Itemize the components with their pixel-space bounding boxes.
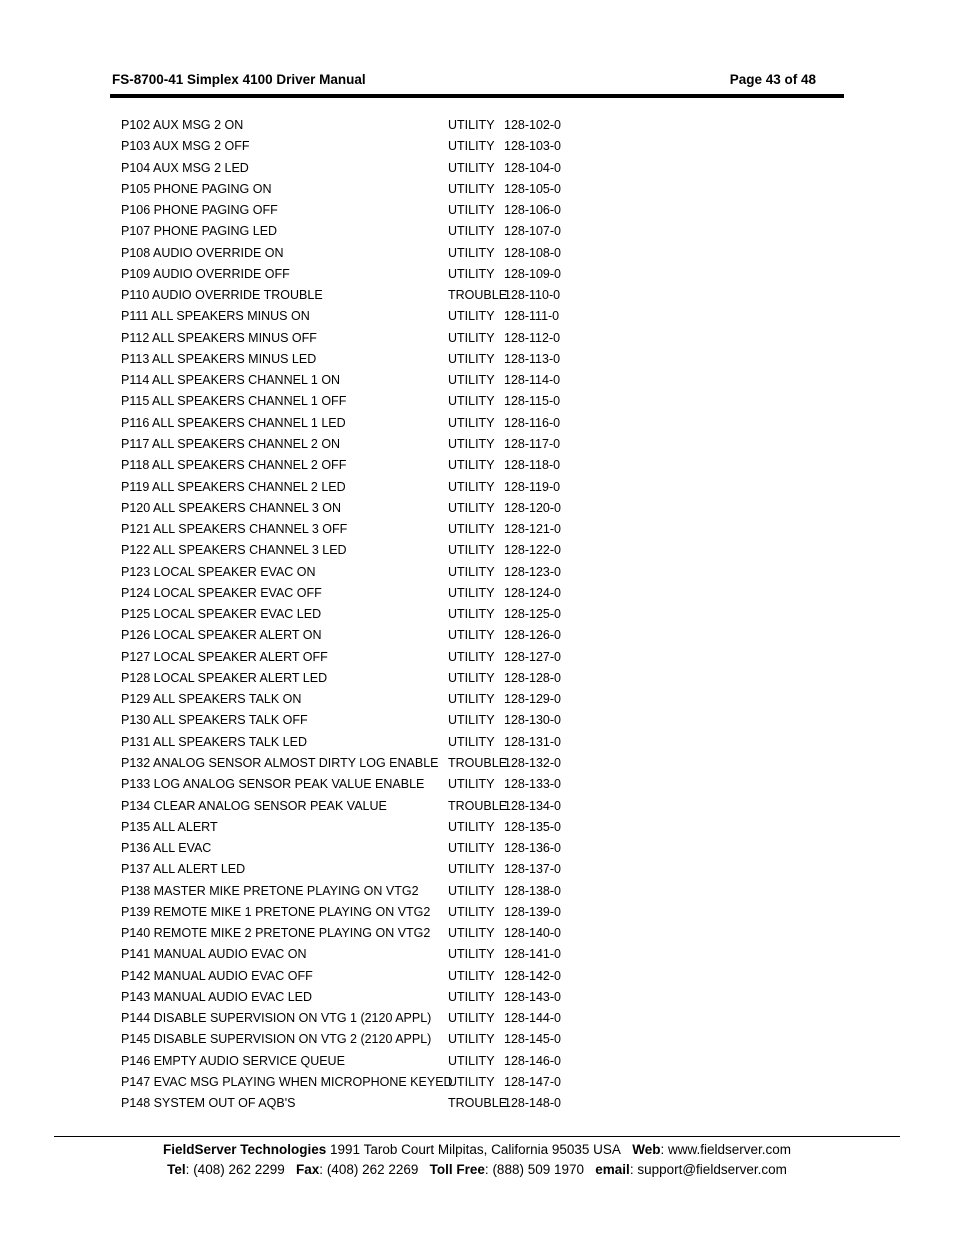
- table-row: [121, 306, 581, 327]
- footer-tollfree-value: (888) 509 1970: [492, 1161, 585, 1177]
- table-row: [121, 710, 581, 731]
- footer-address: 1991 Tarob Court Milpitas, California 95035 USA: [330, 1142, 621, 1157]
- table-row: [121, 923, 581, 944]
- point-address: 128-103-0: [504, 139, 561, 154]
- point-address: 128-109-0: [504, 266, 561, 281]
- point-type: UTILITY: [448, 564, 495, 579]
- table-row: [121, 434, 581, 455]
- point-description: P135 ALL ALERT: [121, 819, 218, 834]
- point-address: 128-131-0: [504, 734, 561, 749]
- point-description: P133 LOG ANALOG SENSOR PEAK VALUE ENABLE: [121, 777, 425, 792]
- point-description: P146 EMPTY AUDIO SERVICE QUEUE: [121, 1053, 345, 1068]
- page-header: [112, 72, 816, 92]
- footer-divider: [54, 1136, 900, 1137]
- table-row: [121, 583, 581, 604]
- point-type: UTILITY: [448, 203, 495, 218]
- table-row: [121, 881, 581, 902]
- footer-tel-label: Tel: [167, 1161, 186, 1177]
- point-type: UTILITY: [448, 436, 495, 451]
- point-type: UTILITY: [448, 351, 495, 366]
- table-row: [121, 647, 581, 668]
- point-description: P136 ALL EVAC: [121, 841, 212, 856]
- footer-web-link[interactable]: www.fieldserver.com: [668, 1142, 792, 1157]
- table-row: [121, 625, 581, 646]
- point-description: P124 LOCAL SPEAKER EVAC OFF: [121, 585, 322, 600]
- table-row: [121, 136, 581, 157]
- point-description: P118 ALL SPEAKERS CHANNEL 2 OFF: [121, 458, 347, 473]
- point-description: P138 MASTER MIKE PRETONE PLAYING ON VTG2: [121, 883, 419, 898]
- table-row: [121, 243, 581, 264]
- point-description: P139 REMOTE MIKE 1 PRETONE PLAYING ON VTG2: [121, 904, 431, 919]
- point-type: UTILITY: [448, 670, 495, 685]
- point-type: UTILITY: [448, 394, 495, 409]
- point-description: P137 ALL ALERT LED: [121, 862, 246, 877]
- point-address: 128-143-0: [504, 989, 561, 1004]
- point-type: UTILITY: [448, 500, 495, 515]
- point-description: P131 ALL SPEAKERS TALK LED: [121, 734, 307, 749]
- point-description: P134 CLEAR ANALOG SENSOR PEAK VALUE: [121, 798, 387, 813]
- point-type: UTILITY: [448, 373, 495, 388]
- table-row: [121, 689, 581, 710]
- table-row: [121, 115, 581, 136]
- point-address: 128-116-0: [504, 415, 561, 430]
- point-type: UTILITY: [448, 649, 495, 664]
- point-address: 128-113-0: [504, 351, 561, 366]
- point-address: 128-111-0: [504, 309, 560, 324]
- point-type: UTILITY: [448, 160, 495, 175]
- point-description: P106 PHONE PAGING OFF: [121, 203, 278, 218]
- point-type: UTILITY: [448, 819, 495, 834]
- point-address: 128-147-0: [504, 1074, 561, 1089]
- footer-tel-value: (408) 262 2299: [193, 1161, 285, 1177]
- table-row: [121, 285, 581, 306]
- point-type: UTILITY: [448, 734, 495, 749]
- table-row: [121, 179, 581, 200]
- table-row: [121, 817, 581, 838]
- point-address: 128-132-0: [504, 755, 561, 770]
- table-row: [121, 796, 581, 817]
- point-address: 128-124-0: [504, 585, 561, 600]
- table-row: [121, 1008, 581, 1029]
- footer-web-label: Web: [632, 1142, 661, 1157]
- table-row: [121, 1051, 581, 1072]
- table-row: [121, 391, 581, 412]
- table-row: [121, 540, 581, 561]
- point-type: UTILITY: [448, 904, 495, 919]
- table-row: [121, 902, 581, 923]
- point-address: 128-139-0: [504, 904, 561, 919]
- point-description: P104 AUX MSG 2 LED: [121, 160, 249, 175]
- point-type: UTILITY: [448, 841, 495, 856]
- table-row: [121, 221, 581, 242]
- table-row: [121, 370, 581, 391]
- point-address: 128-121-0: [504, 522, 561, 537]
- footer-company: FieldServer Technologies: [162, 1142, 327, 1157]
- point-description: P110 AUDIO OVERRIDE TROUBLE: [121, 288, 323, 303]
- point-description: P147 EVAC MSG PLAYING WHEN MICROPHONE KEYED: [121, 1074, 453, 1089]
- point-address: 128-106-0: [504, 203, 561, 218]
- point-type: UTILITY: [448, 181, 495, 196]
- point-address: 128-148-0: [504, 1096, 561, 1111]
- point-type: UTILITY: [448, 118, 495, 132]
- point-description: P123 LOCAL SPEAKER EVAC ON: [121, 564, 316, 579]
- point-description: P102 AUX MSG 2 ON: [121, 118, 244, 132]
- point-address: 128-102-0: [504, 118, 561, 132]
- footer-email-link[interactable]: support@fieldserver.com: [637, 1161, 787, 1177]
- point-type: UTILITY: [448, 139, 495, 154]
- table-row: [121, 264, 581, 285]
- point-address: 128-134-0: [504, 798, 561, 813]
- point-description: P127 LOCAL SPEAKER ALERT OFF: [121, 649, 328, 664]
- footer-line-address: FieldServer Technologies 1991 Tarob Court Milpitas, California 95035 USA Web: www.fieldserver.com: [162, 1142, 792, 1157]
- point-address: 128-114-0: [504, 373, 561, 388]
- point-type: UTILITY: [448, 543, 495, 558]
- point-address: 128-146-0: [504, 1053, 561, 1068]
- point-address: 128-125-0: [504, 607, 561, 622]
- footer-line-contact: Tel: (408) 262 2299 Fax: (408) 262 2269 Toll Free: (888) 509 1970 email: support@fieldserver.com: [167, 1161, 787, 1177]
- footer-fax-value: (408) 262 2269: [326, 1161, 419, 1177]
- point-type: UTILITY: [448, 245, 495, 260]
- point-type: TROUBLE: [448, 798, 508, 813]
- point-address: 128-117-0: [504, 436, 561, 451]
- point-address: 128-127-0: [504, 649, 561, 664]
- point-address: 128-142-0: [504, 968, 561, 983]
- table-row: [121, 604, 581, 625]
- point-address: 128-115-0: [504, 394, 561, 409]
- point-address: 128-108-0: [504, 245, 561, 260]
- point-address: 128-136-0: [504, 841, 561, 856]
- point-type: UTILITY: [448, 862, 495, 877]
- point-type: UTILITY: [448, 585, 495, 600]
- point-description: P128 LOCAL SPEAKER ALERT LED: [121, 670, 328, 685]
- point-description: P114 ALL SPEAKERS CHANNEL 1 ON: [121, 373, 341, 388]
- table-row: [121, 1029, 581, 1050]
- table-row: [121, 859, 581, 880]
- point-address: 128-104-0: [504, 160, 561, 175]
- table-row: [121, 498, 581, 519]
- point-address: 128-122-0: [504, 543, 561, 558]
- point-type: UTILITY: [448, 777, 495, 792]
- point-type: UTILITY: [448, 522, 495, 537]
- table-row: [121, 944, 581, 965]
- point-address: 128-130-0: [504, 713, 561, 728]
- point-description: P140 REMOTE MIKE 2 PRETONE PLAYING ON VTG2: [121, 926, 431, 941]
- point-description: P103 AUX MSG 2 OFF: [121, 139, 250, 154]
- point-description: P145 DISABLE SUPERVISION ON VTG 2 (2120 APPL): [121, 1032, 432, 1047]
- point-description: P142 MANUAL AUDIO EVAC OFF: [121, 968, 313, 983]
- point-address: 128-145-0: [504, 1032, 561, 1047]
- table-row: [121, 328, 581, 349]
- point-address: 128-140-0: [504, 926, 561, 941]
- table-row: [121, 1093, 581, 1114]
- point-description: P129 ALL SPEAKERS TALK ON: [121, 692, 302, 707]
- point-type: UTILITY: [448, 1011, 495, 1026]
- point-address: 128-135-0: [504, 819, 561, 834]
- table-row: [121, 413, 581, 434]
- table-row: [121, 668, 581, 689]
- point-description: P141 MANUAL AUDIO EVAC ON: [121, 947, 307, 962]
- point-address: 128-119-0: [504, 479, 561, 494]
- point-type: UTILITY: [448, 883, 495, 898]
- point-type: UTILITY: [448, 968, 495, 983]
- point-description: P111 ALL SPEAKERS MINUS ON: [121, 309, 310, 324]
- point-description: P130 ALL SPEAKERS TALK OFF: [121, 713, 308, 728]
- point-description: P108 AUDIO OVERRIDE ON: [121, 245, 284, 260]
- point-type: UTILITY: [448, 989, 495, 1004]
- table-row: [121, 1072, 581, 1093]
- point-address: 128-129-0: [504, 692, 561, 707]
- point-address: 128-120-0: [504, 500, 561, 515]
- point-description: P125 LOCAL SPEAKER EVAC LED: [121, 607, 322, 622]
- point-address: 128-126-0: [504, 628, 561, 643]
- point-address: 128-144-0: [504, 1011, 561, 1026]
- point-description: P143 MANUAL AUDIO EVAC LED: [121, 989, 313, 1004]
- point-description: P119 ALL SPEAKERS CHANNEL 2 LED: [121, 479, 346, 494]
- point-description: P109 AUDIO OVERRIDE OFF: [121, 266, 290, 281]
- point-type: UTILITY: [448, 458, 495, 473]
- point-type: UTILITY: [448, 926, 495, 941]
- point-address: 128-107-0: [504, 224, 561, 239]
- point-type: UTILITY: [448, 692, 495, 707]
- point-type: TROUBLE: [448, 755, 508, 770]
- point-address: 128-128-0: [504, 670, 561, 685]
- point-list: [121, 115, 581, 1114]
- point-type: UTILITY: [448, 1074, 495, 1089]
- point-address: 128-133-0: [504, 777, 561, 792]
- point-type: TROUBLE: [448, 1096, 508, 1111]
- point-description: P113 ALL SPEAKERS MINUS LED: [121, 351, 317, 366]
- table-row: [121, 349, 581, 370]
- point-description: P107 PHONE PAGING LED: [121, 224, 278, 239]
- table-row: [121, 987, 581, 1008]
- footer-email-label: email: [595, 1161, 630, 1177]
- table-row: [121, 158, 581, 179]
- table-row: [121, 774, 581, 795]
- point-address: 128-118-0: [504, 458, 561, 473]
- point-address: 128-105-0: [504, 181, 561, 196]
- point-description: P122 ALL SPEAKERS CHANNEL 3 LED: [121, 543, 347, 558]
- point-address: 128-138-0: [504, 883, 561, 898]
- footer-tollfree-label: Toll Free: [429, 1161, 485, 1177]
- point-type: UTILITY: [448, 330, 495, 345]
- point-address: 128-137-0: [504, 862, 561, 877]
- point-type: UTILITY: [448, 713, 495, 728]
- point-type: UTILITY: [448, 1053, 495, 1068]
- page-number: Page 43 of 48: [729, 72, 816, 87]
- point-description: P105 PHONE PAGING ON: [121, 181, 272, 196]
- point-description: P148 SYSTEM OUT OF AQB'S: [121, 1096, 296, 1111]
- footer-fax-label: Fax: [296, 1161, 320, 1177]
- page-footer: [54, 1140, 900, 1179]
- table-row: [121, 838, 581, 859]
- point-type: UTILITY: [448, 266, 495, 281]
- point-address: 128-110-0: [504, 288, 561, 303]
- point-type: UTILITY: [448, 607, 495, 622]
- point-type: UTILITY: [448, 628, 495, 643]
- point-description: P112 ALL SPEAKERS MINUS OFF: [121, 330, 317, 345]
- point-description: P121 ALL SPEAKERS CHANNEL 3 OFF: [121, 522, 348, 537]
- point-type: UTILITY: [448, 1032, 495, 1047]
- point-description: P144 DISABLE SUPERVISION ON VTG 1 (2120 APPL): [121, 1011, 432, 1026]
- table-row: [121, 477, 581, 498]
- header-divider: [110, 94, 844, 98]
- point-address: 128-123-0: [504, 564, 561, 579]
- table-row: [121, 519, 581, 540]
- table-row: [121, 562, 581, 583]
- point-description: P115 ALL SPEAKERS CHANNEL 1 OFF: [121, 394, 347, 409]
- document-title: FS-8700-41 Simplex 4100 Driver Manual: [112, 72, 366, 87]
- point-type: UTILITY: [448, 309, 495, 324]
- table-row: [121, 753, 581, 774]
- point-type: UTILITY: [448, 415, 495, 430]
- point-description: P126 LOCAL SPEAKER ALERT ON: [121, 628, 322, 643]
- table-row: [121, 455, 581, 476]
- point-address: 128-141-0: [504, 947, 561, 962]
- point-description: P116 ALL SPEAKERS CHANNEL 1 LED: [121, 415, 346, 430]
- point-description: P117 ALL SPEAKERS CHANNEL 2 ON: [121, 436, 341, 451]
- point-type: UTILITY: [448, 224, 495, 239]
- point-address: 128-112-0: [504, 330, 561, 345]
- point-type: UTILITY: [448, 479, 495, 494]
- point-description: P120 ALL SPEAKERS CHANNEL 3 ON: [121, 500, 342, 515]
- point-description: P132 ANALOG SENSOR ALMOST DIRTY LOG ENABLE: [121, 755, 439, 770]
- point-type: UTILITY: [448, 947, 495, 962]
- table-row: [121, 966, 581, 987]
- point-type: TROUBLE: [448, 288, 508, 303]
- table-row: [121, 732, 581, 753]
- table-row: [121, 200, 581, 221]
